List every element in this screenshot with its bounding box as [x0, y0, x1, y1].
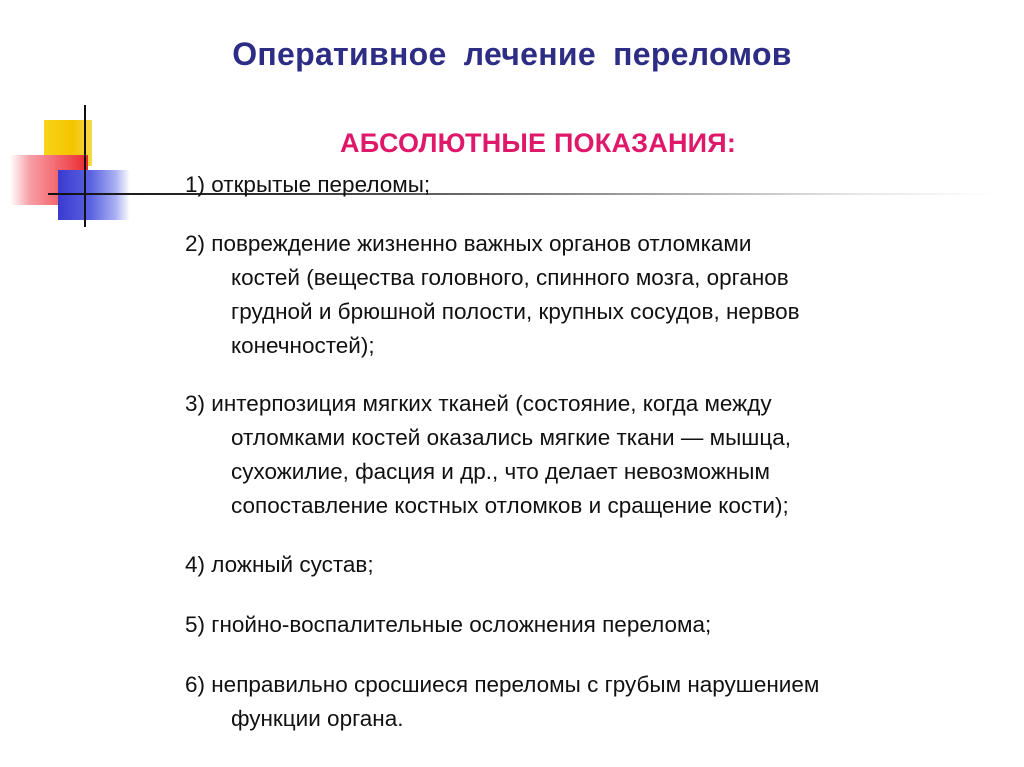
slide-title: Оперативное лечение переломов	[232, 36, 792, 72]
list-item-line: конечностей);	[231, 333, 375, 358]
list-item-line: отломками костей оказались мягкие ткани — мышца,	[231, 425, 791, 450]
list-item-line: грудной и брюшной полости, крупных сосудов, нервов	[231, 299, 800, 324]
list-item	[185, 608, 985, 642]
list-item-line: 2) повреждение жизненно важных органов отломками	[185, 231, 752, 256]
list-item	[185, 168, 985, 202]
list-item-line: костей (вещества головного, спинного мозга, органов	[231, 265, 789, 290]
list-item-line: сопоставление костных отломков и сращение кости);	[231, 493, 789, 518]
list-item	[185, 548, 985, 582]
list-item-line: сухожилие, фасция и др., что делает невозможным	[231, 459, 770, 484]
list-item	[185, 668, 985, 736]
list-item-line: 6) неправильно сросшиеся переломы с грубым нарушением	[185, 672, 820, 697]
list-item-line: 3) интерпозиция мягких тканей (состояние, когда между	[185, 391, 772, 416]
list-item	[185, 227, 985, 363]
blue-gradient-decoration	[58, 170, 130, 220]
list-item-line: 4) ложный сустав;	[185, 552, 374, 577]
slide-subtitle: АБСОЛЮТНЫЕ ПОКАЗАНИЯ:	[340, 128, 737, 158]
vertical-line-decoration	[84, 105, 86, 227]
list-item-line: 5) гнойно-воспалительные осложнения перелома;	[185, 612, 712, 637]
list-item	[185, 387, 985, 523]
list-item-line: функции органа.	[231, 706, 404, 731]
indications-list	[185, 168, 985, 736]
list-item-line: 1) открытые переломы;	[185, 172, 431, 197]
